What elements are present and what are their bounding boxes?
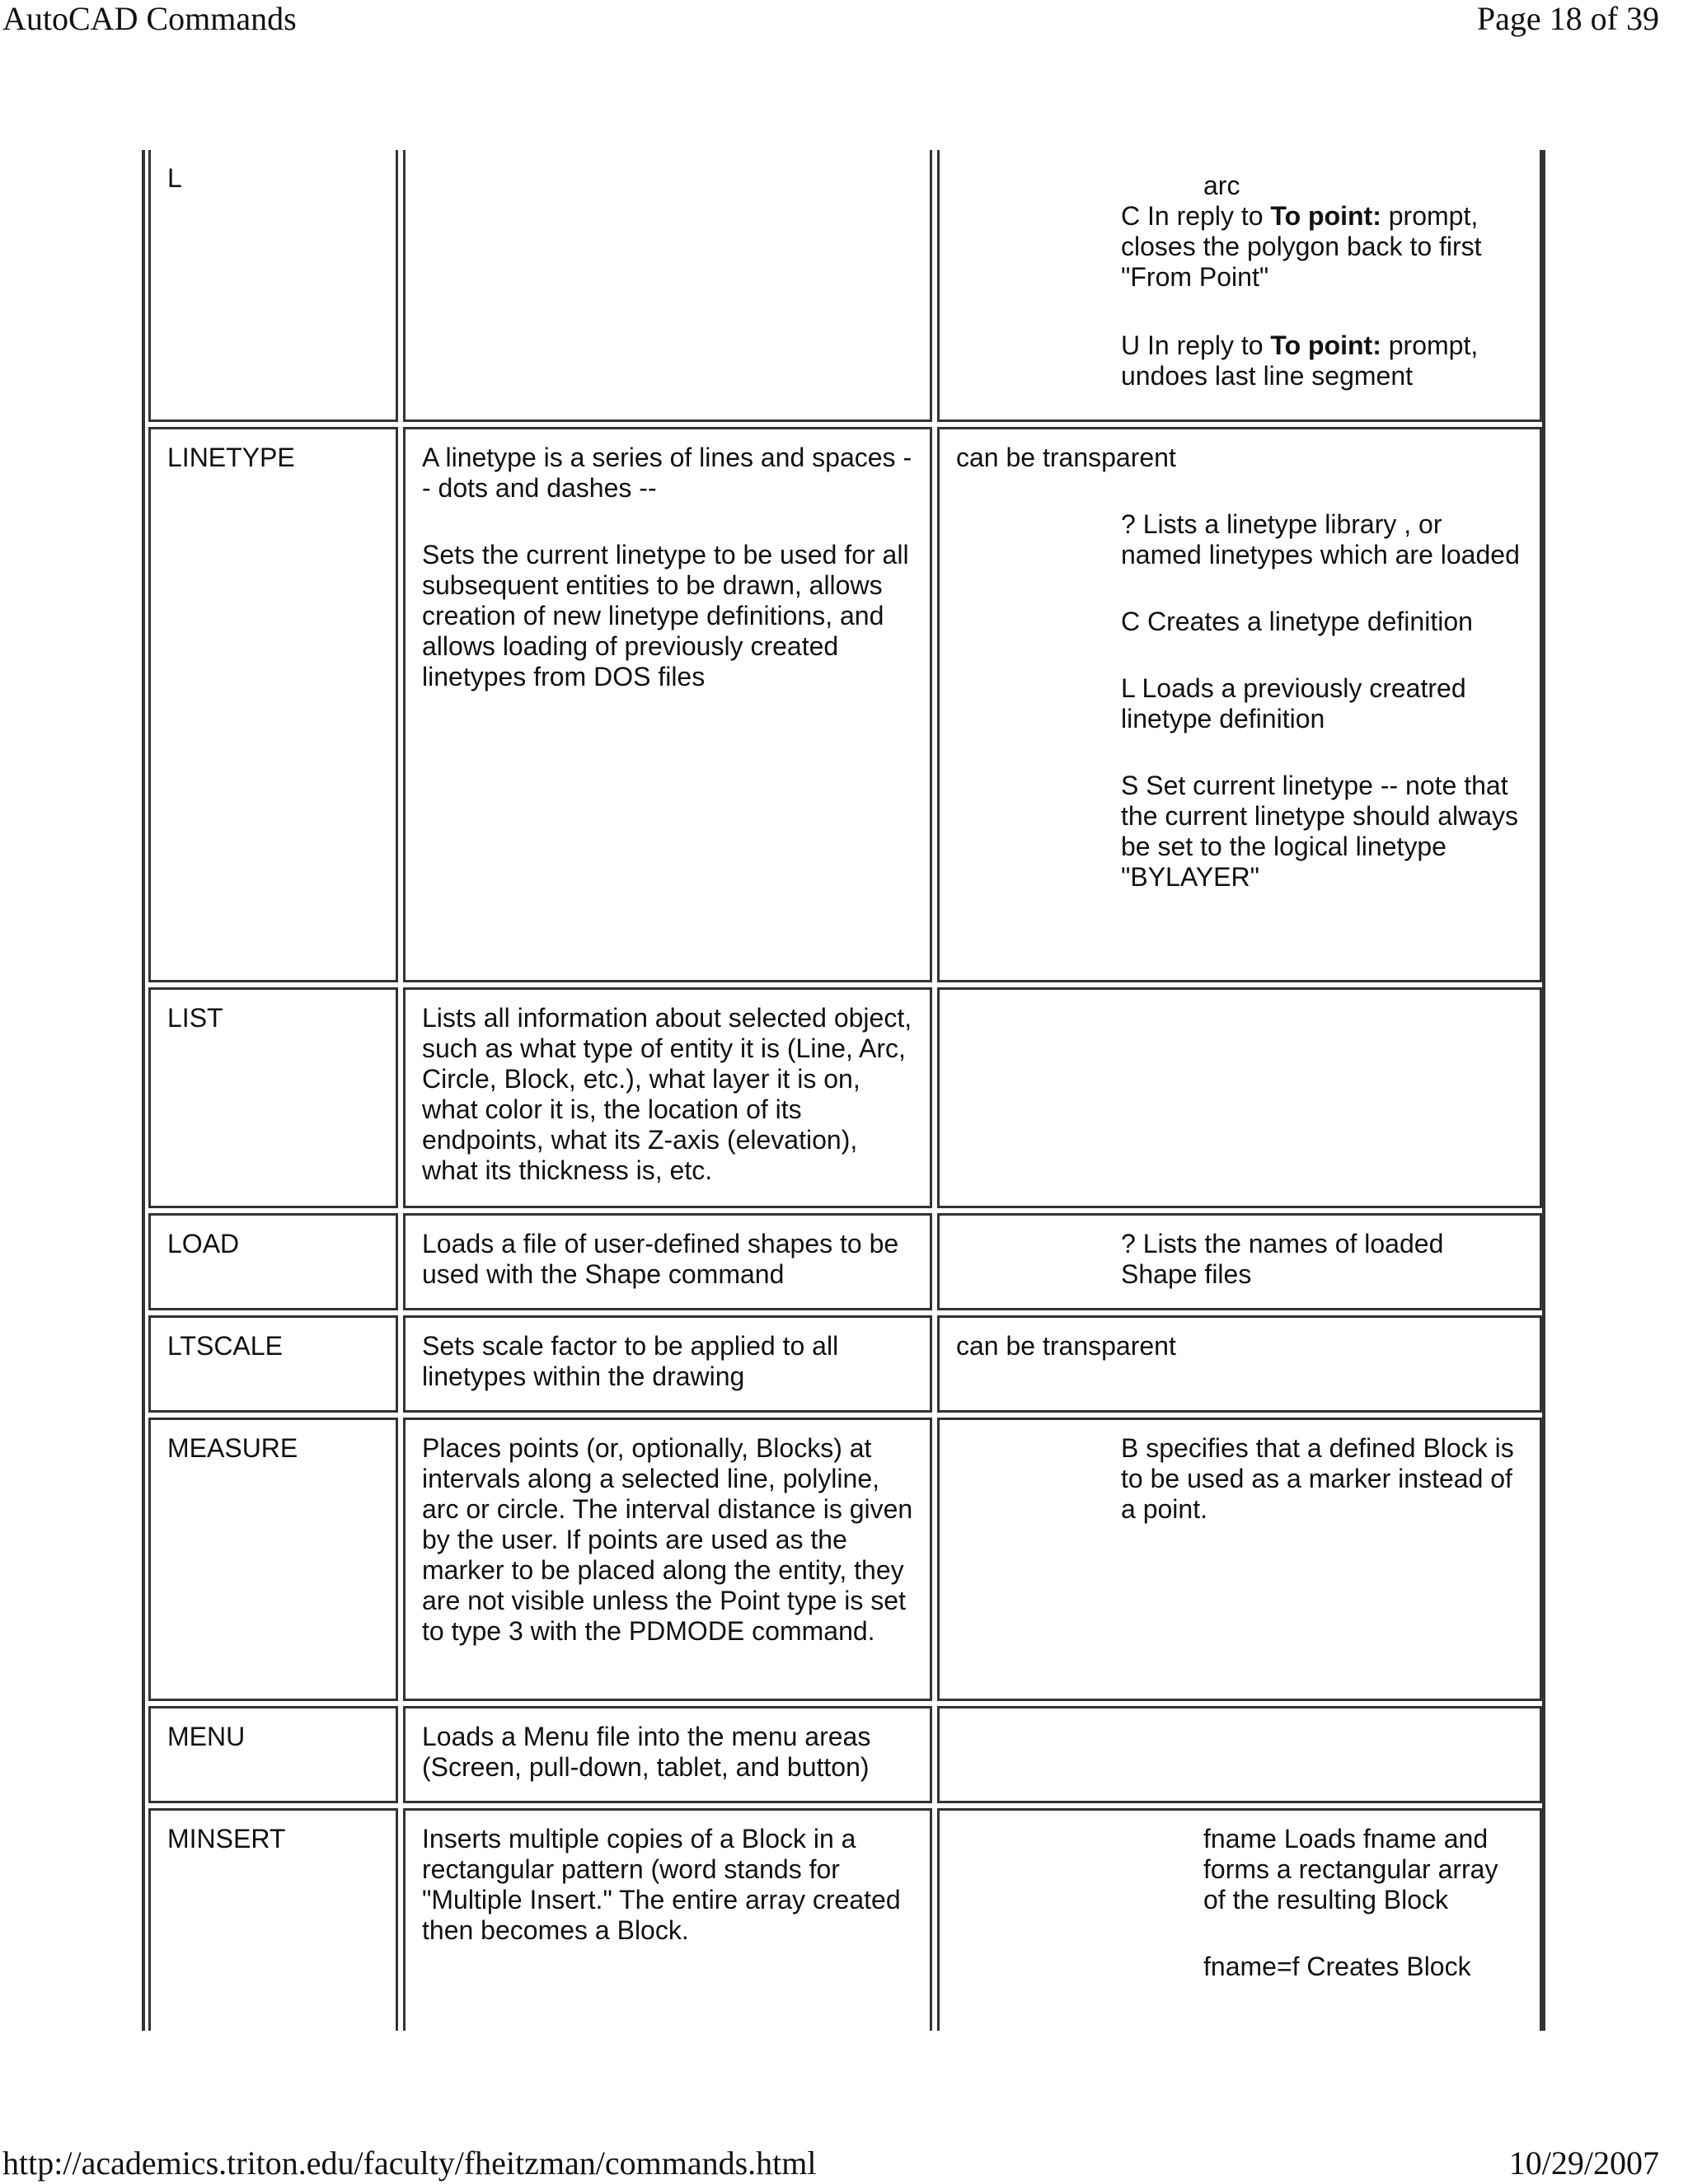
option-prompt: To point: (1270, 201, 1381, 231)
option-text: L Loads a previously creatred linetype definition (1121, 673, 1466, 733)
table-row-ltscale-options (937, 1315, 1542, 1413)
option-text: fname=f Creates Block (1203, 1952, 1471, 1981)
option-text: In reply to (1147, 330, 1271, 360)
option-text: arc (1203, 171, 1240, 200)
option-text: fname Loads fname and forms a rectangular array of the resulting Block (1203, 1824, 1498, 1915)
description-text: Loads a file of user-defined shapes to be used with the Shape command (422, 1229, 899, 1289)
table-row-measure-options (937, 1418, 1542, 1701)
table-row-l-command (148, 150, 398, 422)
description-text: Sets the current linetype to be used for all subsequent entities to be drawn, allows creation of new linetype definitions, and allows loading of previously created linetypes from DOS files (422, 540, 909, 691)
command-name: MINSERT (167, 1824, 286, 1854)
option-text: S Set current linetype -- note that the current linetype should always be set to the logical linetype "BYLAYER" (1121, 771, 1519, 892)
page-header-title: AutoCAD Commands (2, 0, 297, 37)
table-row-measure-command (148, 1418, 398, 1701)
option-text: C Creates a linetype definition (1121, 607, 1473, 636)
option-text: prompt, undoes last line segment (1121, 330, 1479, 391)
table-row-measure-description (403, 1418, 932, 1701)
option-text: ? Lists the names of loaded Shape files (1121, 1229, 1444, 1289)
table-row-linetype-command (148, 427, 398, 982)
command-name: L (167, 163, 182, 193)
command-name: LIST (167, 1003, 223, 1033)
transparent-note: can be transparent (956, 443, 1176, 472)
table-row-ltscale-command (148, 1315, 398, 1413)
option-key: C (1121, 201, 1141, 231)
table-row-load-options (937, 1213, 1542, 1310)
table-row-minsert-options (937, 1808, 1542, 2031)
option-text: ? Lists a linetype library , or named linetypes which are loaded (1121, 509, 1520, 569)
description-text: Sets scale factor to be applied to all linetypes within the drawing (422, 1331, 839, 1391)
option-c (1121, 201, 1523, 293)
command-name: LOAD (167, 1229, 240, 1258)
table-row-minsert-command (148, 1808, 398, 2031)
command-name: LINETYPE (167, 443, 295, 472)
page-footer-url: http://academics.triton.edu/faculty/fheitzman/commands.html (2, 2144, 817, 2182)
command-name: MEASURE (167, 1433, 298, 1463)
page-footer-date: 10/29/2007 (1508, 2144, 1659, 2182)
option-text: In reply to (1147, 201, 1271, 231)
table-row-list-options (937, 987, 1542, 1208)
table-row-minsert-description (403, 1808, 932, 2031)
command-name: MENU (167, 1722, 246, 1751)
command-name: LTSCALE (167, 1331, 283, 1361)
description-text: A linetype is a series of lines and spaces -- dots and dashes -- (422, 443, 912, 503)
table-outer-border-left (142, 150, 145, 2031)
option-u (1121, 330, 1523, 391)
table-row-l-options (937, 150, 1542, 422)
option-prompt: To point: (1270, 330, 1381, 360)
page-number: Page 18 of 39 (1476, 0, 1659, 37)
description-text: Loads a Menu file into the menu areas (Screen, pull-down, tablet, and button) (422, 1722, 871, 1782)
description-text: Places points (or, optionally, Blocks) at intervals along a selected line, polyline, arc or circle. The interval distance is given by the user. If points are used as the marker to be placed along the entity, they are not visible unless the Point type is set to type 3 with the PDMODE command. (422, 1433, 913, 1646)
option-text: B specifies that a defined Block is to be used as a marker instead of a point. (1121, 1433, 1514, 1524)
table-row-menu-command (148, 1706, 398, 1803)
description-text: Lists all information about selected object, such as what type of entity it is (Line, Arc, Circle, Block, etc.), what layer it is on, what color it is, the location of its endpoints, what its Z-axis (elevation), what its thickness is, etc. (422, 1003, 912, 1185)
table-row-load-description (403, 1213, 932, 1310)
table-row-linetype-options (937, 427, 1542, 982)
table-row-list-command (148, 987, 398, 1208)
table-row-menu-description (403, 1706, 932, 1803)
option-key: U (1121, 330, 1141, 360)
transparent-note: can be transparent (956, 1331, 1176, 1361)
table-row-menu-options (937, 1706, 1542, 1803)
option-text: prompt, closes the polygon back to first "From Point" (1121, 201, 1482, 292)
table-row-linetype-description (403, 427, 932, 982)
table-row-list-description (403, 987, 932, 1208)
table-row-load-command (148, 1213, 398, 1310)
table-row-ltscale-description (403, 1315, 932, 1413)
table-outer-border-right (1542, 150, 1545, 2031)
table-row-l-description (403, 150, 932, 422)
description-text: Inserts multiple copies of a Block in a rectangular pattern (word stands for "Multiple Insert." The entire array created then becomes a Block. (422, 1824, 901, 1945)
